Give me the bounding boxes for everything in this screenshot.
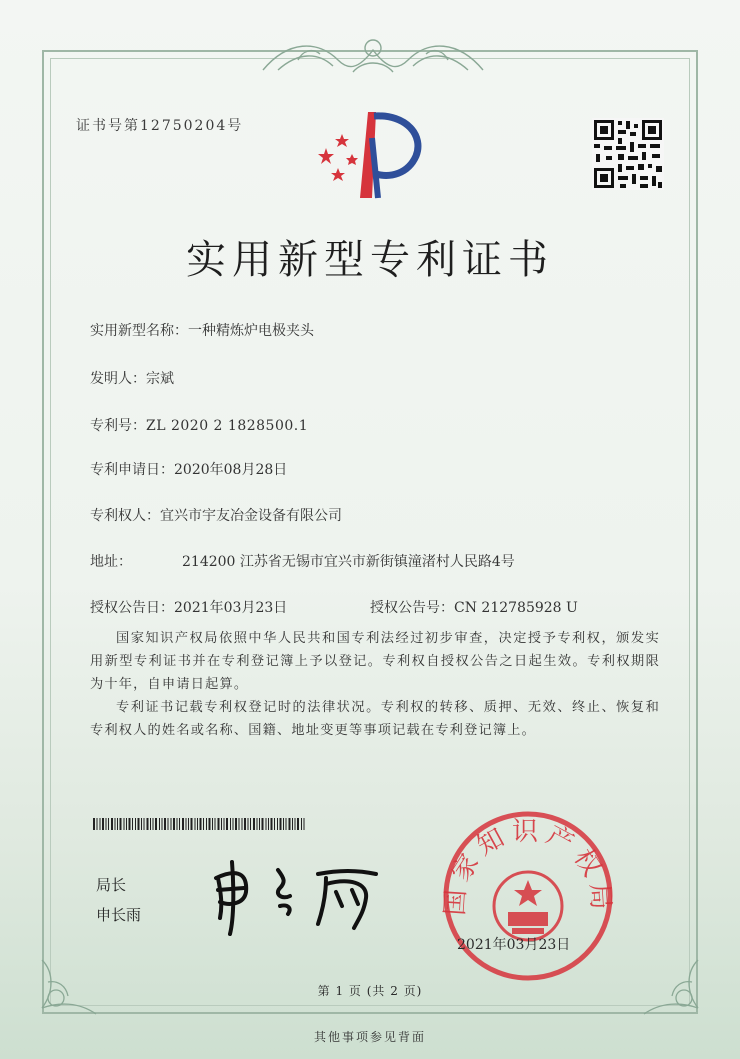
footer-note: 其他事项参见背面 (313, 1030, 426, 1044)
svg-text:国家知识产权局 (440, 817, 616, 916)
director-name: 申长雨 (96, 906, 142, 924)
field-address (90, 551, 515, 571)
field-value: ZL 2020 2 1828500.1 (146, 418, 309, 434)
director-title: 局长 (96, 876, 127, 894)
patent-office-emblem-icon (312, 108, 430, 200)
barcode-icon (93, 818, 308, 830)
field-label: 授权公告号： (370, 600, 454, 616)
field-patentee (90, 505, 342, 525)
certificate-title: 实用新型专利证书 (186, 237, 554, 283)
field-value: 214200 江苏省无锡市宜兴市新街镇潼渚村人民路4号 (182, 554, 515, 570)
field-utility-model-name (90, 320, 314, 340)
field-value: 宗斌 (146, 371, 174, 387)
qr-code-icon (592, 118, 664, 190)
field-grant-publication-date (90, 597, 287, 617)
field-label: 地址： (90, 554, 132, 570)
field-value: 2020年08月28日 (174, 462, 288, 478)
field-value: 一种精炼炉电极夹头 (188, 323, 314, 339)
field-inventor (90, 368, 174, 388)
field-value: 宜兴市宇友冶金设备有限公司 (160, 508, 342, 524)
page-indicator: 第 1 页 (共 2 页) (317, 984, 423, 998)
field-label: 发明人： (90, 371, 146, 387)
legal-status-paragraph: 专利证书记载专利权登记时的法律状况。专利权的转移、质押、无效、终止、恢复和专利权人的姓名或名称、国籍、地址变更等事项记载在专利登记簿上。 (90, 700, 660, 738)
top-ornament-icon (258, 30, 488, 78)
field-patent-number (90, 415, 308, 435)
field-label: 专利申请日： (90, 462, 174, 478)
field-label: 授权公告日： (90, 600, 174, 616)
field-value: 2021年03月23日 (174, 600, 288, 616)
field-label: 专利权人： (90, 508, 160, 524)
field-label: 专利号： (90, 418, 146, 434)
field-grant-publication-number (370, 597, 578, 617)
field-value: CN 212785928 U (454, 600, 578, 616)
field-filing-date (90, 459, 287, 479)
director-signature-icon (208, 848, 388, 938)
seal-date: 2021年03月23日 (457, 937, 571, 953)
field-label: 实用新型名称： (90, 323, 188, 339)
official-seal-icon (440, 808, 616, 984)
grant-statement-paragraph: 国家知识产权局依照中华人民共和国专利法经过初步审查，决定授予专利权，颁发实用新型专利证书并在专利登记簿上予以登记。专利权自授权公告之日起生效。专利权期限为十年，自申请日起算。 (90, 631, 660, 692)
seal-text: 国家知识产权局 (440, 817, 616, 917)
certificate-number: 证书号第12750204号 (76, 118, 244, 134)
